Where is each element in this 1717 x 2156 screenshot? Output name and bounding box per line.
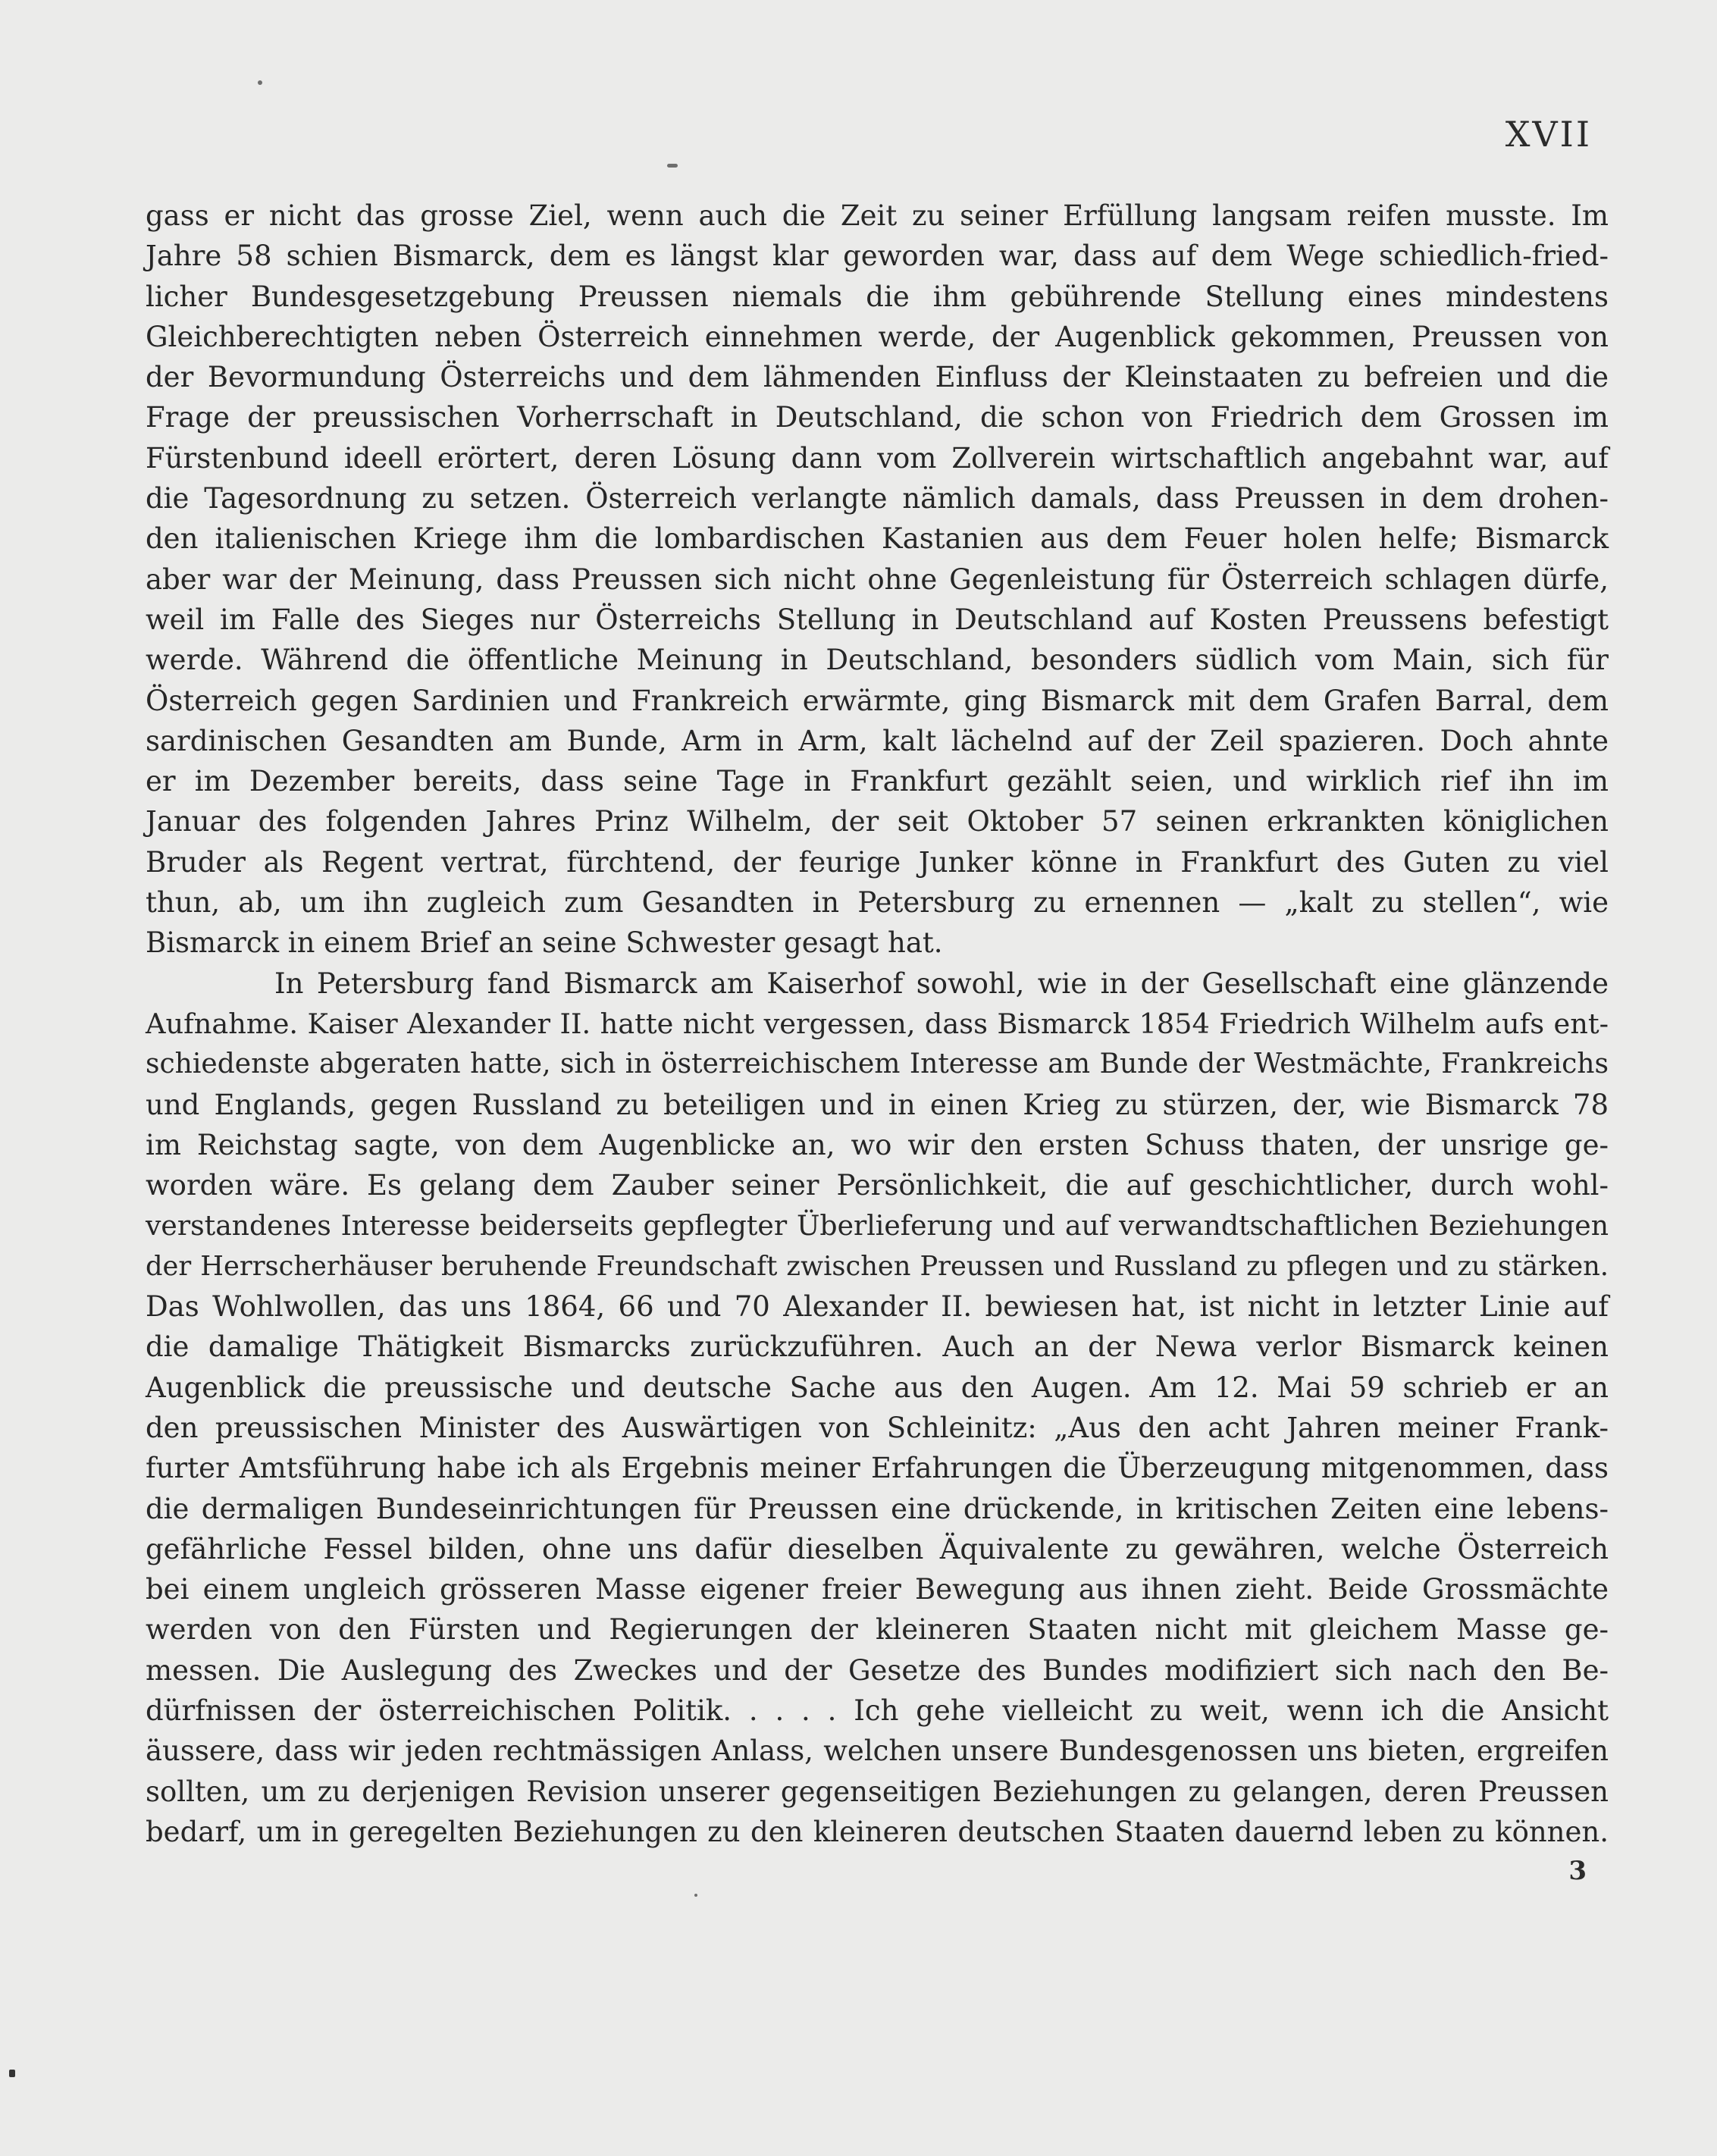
text-line: gass er nicht das grosse Ziel, wenn auch die Zeit zu seiner Erfüllung langsam reifen musste. Im xyxy=(146,199,1609,232)
text-line: den italienischen Kriege ihm die lombardischen Kastanien aus dem Feuer holen helfe; Bismarck xyxy=(146,522,1609,556)
text-line: werden von den Fürsten und Regierungen der kleineren Staaten nicht mit gleichem Masse ge- xyxy=(146,1613,1609,1647)
text-line: Fürstenbund ideell erörtert, deren Lösung dann vom Zollverein wirtschaftlich angebahnt war, auf xyxy=(146,441,1609,475)
scan-speck xyxy=(9,2070,15,2077)
text-line: die Tagesordnung zu setzen. Österreich verlangte nämlich damals, dass Preussen in dem drohen- xyxy=(146,482,1609,515)
text-line: die damalige Thätigkeit Bismarcks zurückzuführen. Auch an der Newa verlor Bismarck keinen xyxy=(146,1330,1609,1364)
text-line: werde. Während die öffentliche Meinung in Deutschland, besonders südlich vom Main, sich für xyxy=(146,644,1609,677)
text-line: äussere, dass wir jeden rechtmässigen Anlass, welchen unsere Bundesgenossen uns bieten, ergreifen xyxy=(146,1735,1609,1768)
scan-speck xyxy=(667,164,678,168)
text-line: thun, ab, um ihn zugleich zum Gesandten in Petersburg zu ernennen — „kalt zu stellen“, wie xyxy=(146,886,1609,920)
text-line: der Herrscherhäuser beruhende Freundschaft zwischen Preussen und Russland zu pflegen und zu stärken. xyxy=(146,1250,1609,1282)
scan-speck xyxy=(258,80,262,85)
text-line: im Reichstag sagte, von dem Augenblicke an, wo wir den ersten Schuss thaten, der unsrige ge- xyxy=(146,1128,1609,1161)
text-line: bei einem ungleich grösseren Masse eigener freier Bewegung aus ihnen zieht. Beide Grossmächte xyxy=(146,1573,1609,1606)
text-line: Österreich gegen Sardinien und Frankreich erwärmte, ging Bismarck mit dem Grafen Barral, dem xyxy=(146,684,1609,717)
text-line: Januar des folgenden Jahres Prinz Wilhelm, der seit Oktober 57 seinen erkrankten königlichen xyxy=(146,805,1609,838)
scan-speck xyxy=(694,1894,697,1897)
text-line: sardinischen Gesandten am Bunde, Arm in Arm, kalt lächelnd auf der Zeil spazieren. Doch ahnte xyxy=(146,724,1609,757)
text-line: gefährliche Fessel bilden, ohne uns dafür dieselben Äquivalente zu gewähren, welche Österreich xyxy=(146,1532,1609,1565)
paragraph-end-line: Bismarck in einem Brief an seine Schwester gesagt hat. xyxy=(146,926,943,960)
text-line: messen. Die Auslegung des Zweckes und der Gesetze des Bundes modifiziert sich nach den Be- xyxy=(146,1653,1609,1687)
text-line: und Englands, gegen Russland zu beteiligen und in einen Krieg zu stürzen, der, wie Bismarck 78 xyxy=(146,1088,1609,1121)
text-line: Frage der preussischen Vorherrschaft in Deutschland, die schon von Friedrich dem Grossen im xyxy=(146,401,1609,434)
text-line: Bruder als Regent vertrat, fürchtend, der feurige Junker könne in Frankfurt des Guten zu viel xyxy=(146,845,1609,879)
text-line: aber war der Meinung, dass Preussen sich nicht ohne Gegenleistung für Österreich schlagen dürfe, xyxy=(146,563,1609,596)
text-line: Augenblick die preussische und deutsche Sache aus den Augen. Am 12. Mai 59 schrieb er an xyxy=(146,1371,1609,1404)
text-line: furter Amtsführung habe ich als Ergebnis meiner Erfahrungen die Überzeugung mitgenommen, dass xyxy=(146,1452,1609,1485)
text-line: Aufnahme. Kaiser Alexander II. hatte nicht vergessen, dass Bismarck 1854 Friedrich Wilhelm aufs ent- xyxy=(146,1007,1609,1040)
text-line: bedarf, um in geregelten Beziehungen zu den kleineren deutschen Staaten dauernd leben zu können. xyxy=(146,1815,1609,1848)
page-number: XVII xyxy=(1505,114,1592,155)
text-line: worden wäre. Es gelang dem Zauber seiner Persönlichkeit, die auf geschichtlicher, durch wohl- xyxy=(146,1169,1609,1202)
text-line: sollten, um zu derjenigen Revision unserer gegenseitigen Beziehungen zu gelangen, deren Preussen xyxy=(146,1775,1609,1808)
text-line: dürfnissen der österreichischen Politik. . . . . Ich gehe vielleicht zu weit, wenn ich die Ansicht xyxy=(146,1694,1609,1727)
paragraph-start-line: In Petersburg fand Bismarck am Kaiserhof sowohl, wie in der Gesellschaft eine glänzende xyxy=(274,967,1609,1000)
text-line: Jahre 58 schien Bismarck, dem es längst klar geworden war, dass auf dem Wege schiedlich-fried- xyxy=(146,240,1609,273)
body-text xyxy=(146,196,1609,1852)
text-line: weil im Falle des Sieges nur Österreichs Stellung in Deutschland auf Kosten Preussens befestigt xyxy=(146,603,1609,636)
text-line: er im Dezember bereits, dass seine Tage in Frankfurt gezählt seien, und wirklich rief ihn im xyxy=(146,765,1609,798)
text-line: Gleichberechtigten neben Österreich einnehmen werde, der Augenblick gekommen, Preussen von xyxy=(146,320,1609,353)
printer-signature: 3 xyxy=(1568,1856,1587,1886)
text-line: die dermaligen Bundeseinrichtungen für Preussen eine drückende, in kritischen Zeiten eine lebens- xyxy=(146,1492,1609,1525)
text-line: der Bevormundung Österreichs und dem lähmenden Einfluss der Kleinstaaten zu befreien und die xyxy=(146,361,1609,394)
text-line: licher Bundesgesetzgebung Preussen niemals die ihm gebührende Stellung eines mindestens xyxy=(146,280,1609,313)
text-line: Das Wohlwollen, das uns 1864, 66 und 70 Alexander II. bewiesen hat, ist nicht in letzter Linie auf xyxy=(146,1290,1609,1324)
text-line: schiedenste abgeraten hatte, sich in österreichischem Interesse am Bunde der Westmächte, Frankreichs xyxy=(146,1048,1609,1080)
text-line: den preussischen Minister des Auswärtigen von Schleinitz: „Aus den acht Jahren meiner Frank- xyxy=(146,1411,1609,1444)
text-line: verstandenes Interesse beiderseits gepflegter Überlieferung und auf verwandtschaftlichen Beziehungen xyxy=(146,1209,1609,1243)
